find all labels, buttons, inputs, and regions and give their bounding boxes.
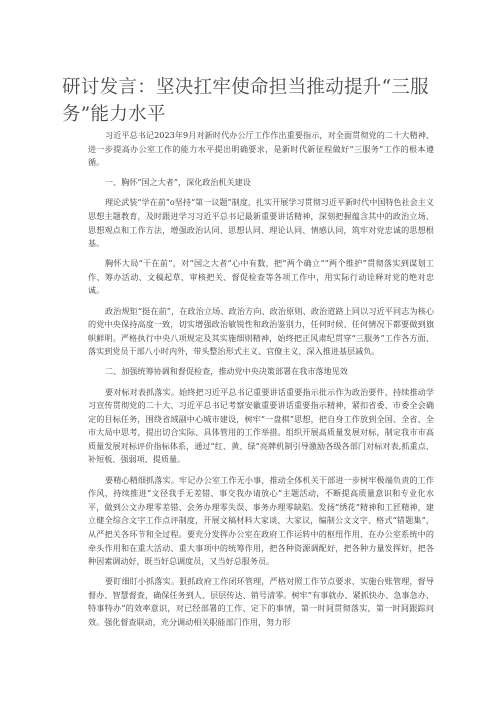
body-paragraph: 政治规矩“挺在前”，在政治立场、政治方向、政治原则、政治道路上同以习近平同志为核心的党中央保持高度一致，切实增强政治敏锐性和政治鉴别力，任何时候、任何情况下都要做到旗帜鲜明。严格执行中央八项规定及其实施细则精神，始终把正风肃纪贯穿“三服务”工作各方面、落实到党员干部八小时内外，带头整治形式主义、官僚主义，深入推进基层减负。 [88, 305, 434, 357]
body-paragraph: 理论武装“学在前”o坚持“第一议题”制度，扎实开展学习贯彻习近平新时代中国特色社会主义思想主题教育，及时跟进学习习近平总书记最新重要讲话精神，深刻把握蕴含其中的政治立场、思想观点和工作方法，增强政治认同、思想认同、理论认同、情感认同，筑牢对党忠诚的思想根基。 [88, 197, 434, 249]
body-paragraph: 习近平总书记2023年9月对新时代办公厅工作作出重要指示，对全面贯彻党的二十大精神、进一步提高办公室工作的能力水平提出明确要求，是新时代新征程做好“三服务”工作的根本遵循。 [88, 130, 434, 168]
section-heading: 一、胸怀“国之大者”，深化政治机关建设 [105, 177, 251, 188]
body-paragraph: 要精心精细抓落实。牢记办公室工作无小事，推动全体机关干部进一步树牢极端负责的工作作风，持续推进“文径我手无差错、事交我办请放心”主题活动，不断提高质量意识和专业化水平，做到公文办理零差错、会务办理零失误、事务办理零缺陷。发扬“绣花”精神和工匠精神，建立健全综合文字工作点评制度，开展文稿材料大家谈、大家议，编制公文文字、格式“错题集”，从严把关各环节和全过程。要充分发挥办公室在政府工作运转中的枢纽作用、在办公室系统中的牵头作用和在重大活动、重大事项中的统筹作用，把各种资源调配好，把各种力量发挥好，把各种因素调动好，既当好总调度员，又当好总服务员。 [88, 474, 434, 567]
body-paragraph: 要对标对表抓落实。始终把习近平总书记重要讲话重要指示批示作为政治要件，持续推动学习宣传贯彻党的二十大、习近平总书记考察安徽重要讲话重要指示精神，紧扣省委、市委全会确定的目标任务，围绕省域副中心城市建设，树牢“一盘棋”思想，把自身工作放到全国、全省、全市大局中思考，提出切合实际、具体管用的工作举措。组织开展高质量发展对标，制定我市市高质量发展对标评价指标体系，通过“红、黄、绿”亮牌机制引导激励各级各部门对标对表,抓重点、补短板、强弱项、提质量。 [88, 386, 434, 465]
document-title: 研讨发言：坚决扛牢使命担当推动提升“三服务”能力水平 [62, 77, 429, 125]
section-heading: 二、加强统筹协调和督促检查，推动党中央决策部署在我市落地见效 [105, 366, 348, 377]
body-paragraph: 胸怀大局“干在前”，对“国之大者”心中有数，把“两个确立”“两个维护”贯彻落实到谋划工作、筹办活动、文稿起草、审核把关、督促检查等各项工作中，用实际行动诠释对党的绝对忠诚。 [88, 258, 434, 296]
document-body [88, 129, 434, 636]
body-paragraph: 要盯细盯小抓落实。狠抓政府工作闭环管理，严格对照工作节点要求，实施台账管理，督导督办、智慧督查，确保任务到人、层层传达、销号清零。树牢“有事就办、紧抓快办、急事急办、特事特办”的效率意识，对已经部署的工作、定下的事情，第一时间贯彻落实，第一时间跟踪问效。强化督查联动，充分调动相关职能部门作用，努力形 [88, 576, 434, 627]
